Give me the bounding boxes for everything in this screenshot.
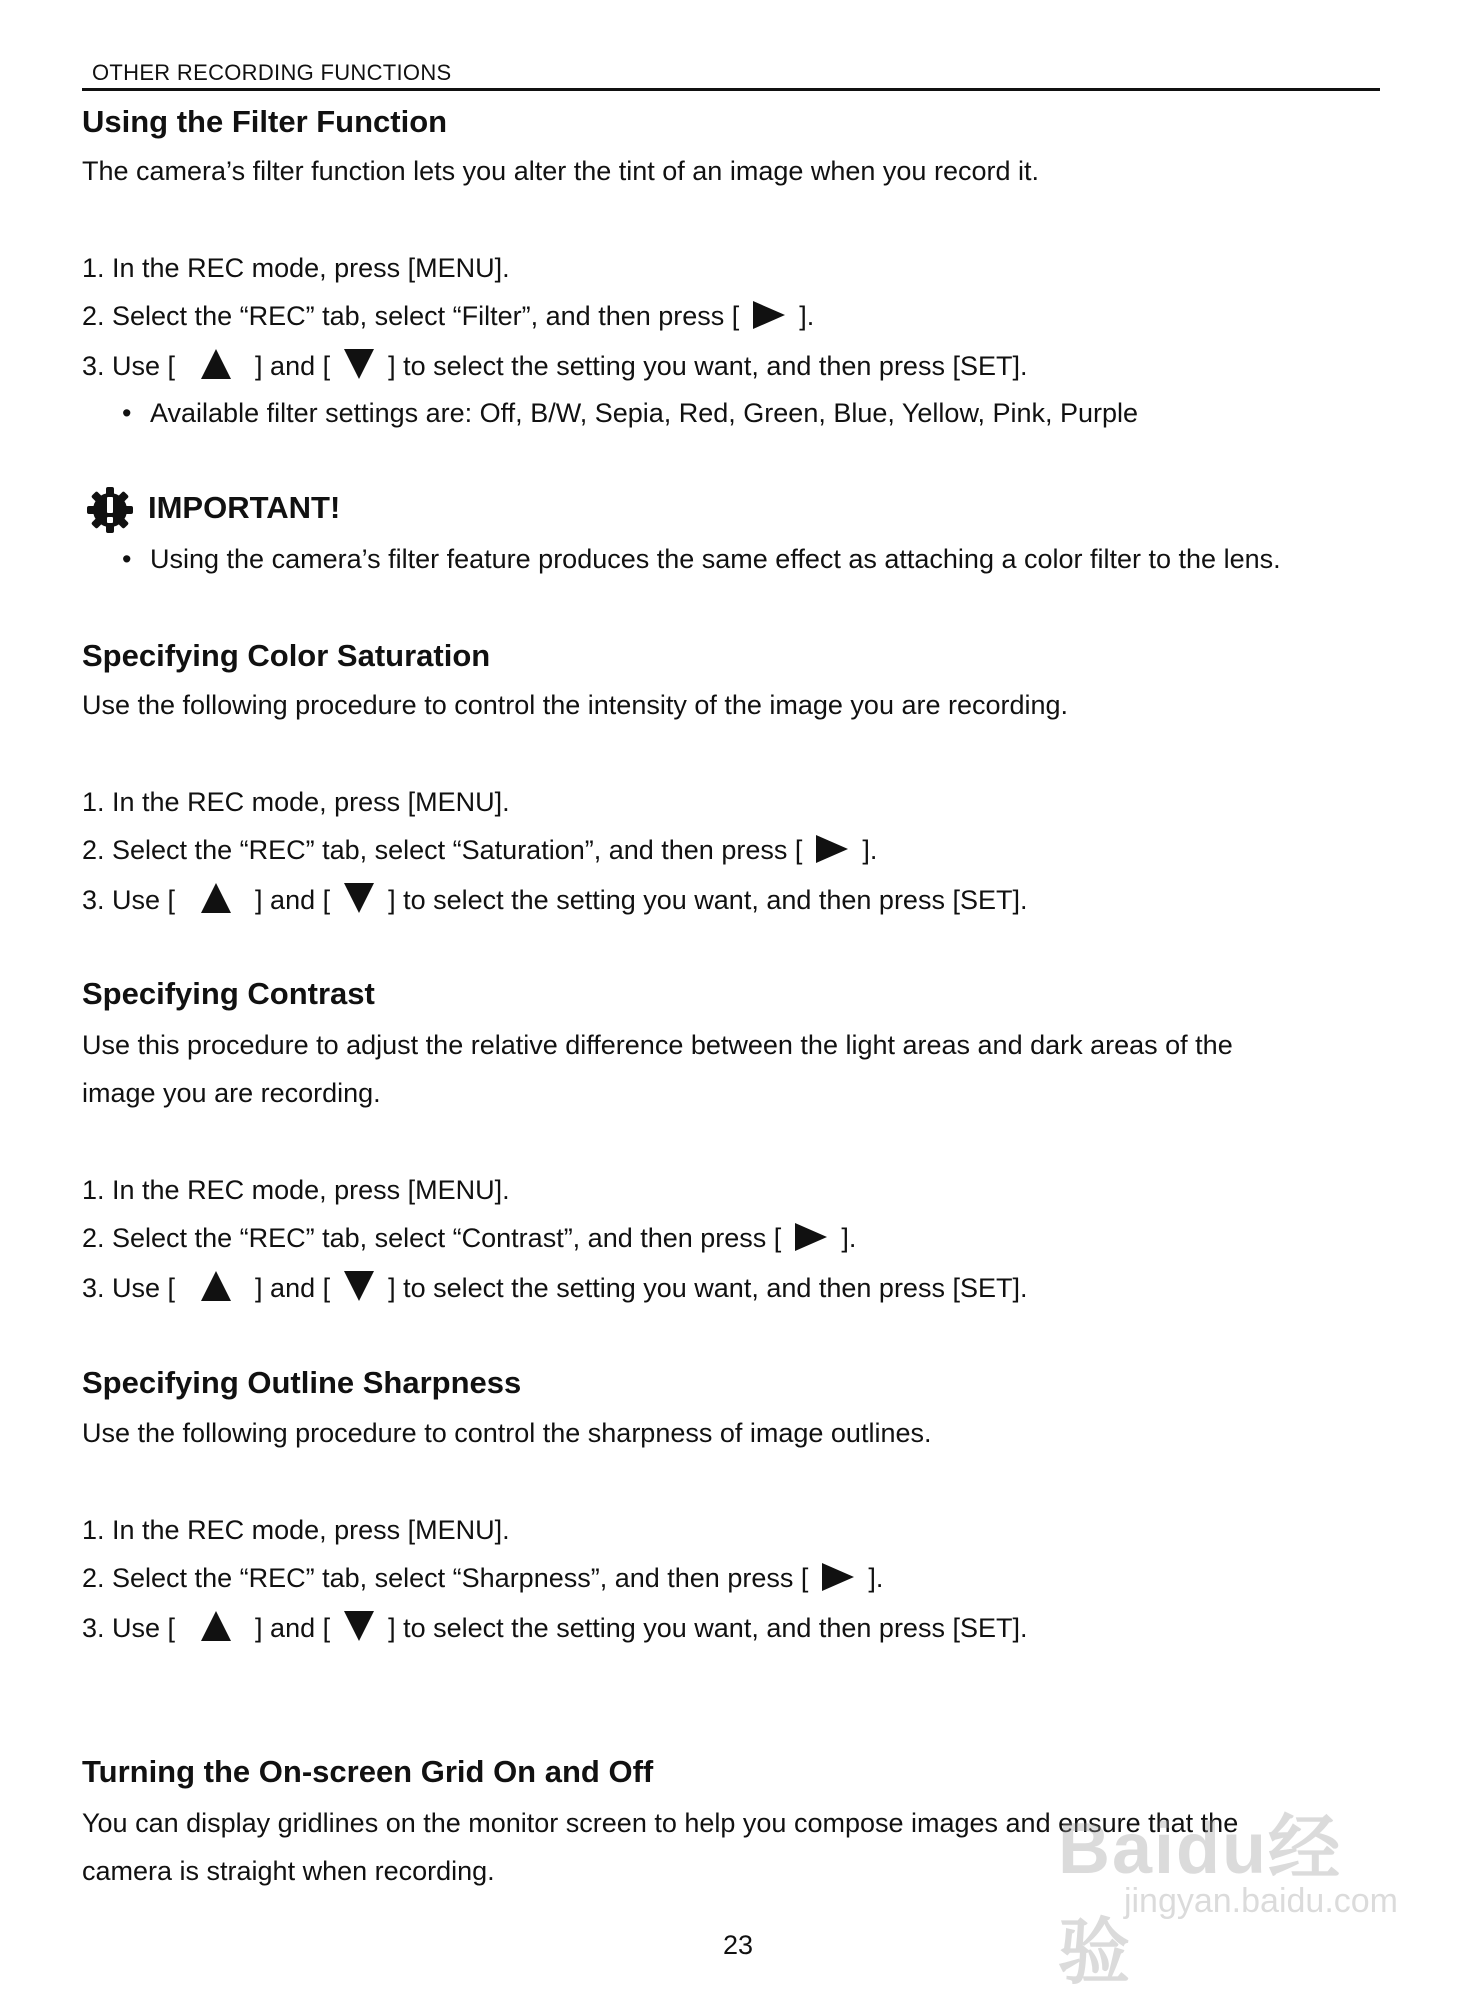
step-text: ] to select the setting you want, and then press [SET]. [388, 1273, 1028, 1303]
step-1-filter: 1. In the REC mode, press [MENU]. [82, 253, 510, 283]
step-text: ] and [ [255, 885, 331, 915]
section-intro-grid-line1: You can display gridlines on the monitor screen to help you compose images and ensure that the [82, 1808, 1239, 1838]
step-3-saturation [82, 883, 1027, 916]
up-triangle-icon [201, 883, 231, 913]
down-triangle-icon [344, 1611, 374, 1641]
step-3-filter [82, 349, 1027, 382]
section-intro-grid-line2: camera is straight when recording. [82, 1856, 495, 1886]
step-text: 2. Select the “REC” tab, select “Saturation”, and then press [ [82, 835, 803, 865]
section-title-grid: Turning the On-screen Grid On and Off [82, 1754, 654, 1789]
important-bullet: • Using the camera’s filter feature produces the same effect as attaching a color filter to the lens. [122, 544, 1281, 574]
right-triangle-icon [816, 835, 848, 863]
baidu-watermark [1058, 1790, 1398, 1993]
step-text: ]. [841, 1223, 857, 1253]
section-title-contrast: Specifying Contrast [82, 976, 375, 1011]
step-2-sharpness [82, 1563, 883, 1594]
step-1-contrast: 1. In the REC mode, press [MENU]. [82, 1175, 510, 1205]
watermark-brand: Baidu经验 [1058, 1809, 1343, 1993]
page-number: 23 [722, 1930, 754, 1960]
important-gear-icon [86, 486, 134, 539]
section-title-filter: Using the Filter Function [82, 104, 448, 139]
step-text: 2. Select the “REC” tab, select “Filter”, and then press [ [82, 301, 740, 331]
step-text: 3. Use [ [82, 1273, 176, 1303]
step-3-sharpness [82, 1611, 1027, 1644]
up-triangle-icon [201, 1271, 231, 1301]
step-1-sharpness: 1. In the REC mode, press [MENU]. [82, 1515, 510, 1545]
step-text: 3. Use [ [82, 351, 176, 381]
step-text: ] to select the setting you want, and then press [SET]. [388, 1613, 1028, 1643]
filter-settings-bullet: • Available filter settings are: Off, B/W, Sepia, Red, Green, Blue, Yellow, Pink, Purple [122, 398, 1139, 428]
right-triangle-icon [822, 1563, 854, 1591]
step-text: 2. Select the “REC” tab, select “Sharpness”, and then press [ [82, 1563, 809, 1593]
step-text: 3. Use [ [82, 885, 176, 915]
section-title-saturation: Specifying Color Saturation [82, 638, 491, 673]
right-triangle-icon [753, 301, 785, 329]
running-header: OTHER RECORDING FUNCTIONS [92, 60, 452, 85]
header-rule [82, 88, 1380, 91]
step-2-saturation [82, 835, 877, 866]
step-text: ] to select the setting you want, and then press [SET]. [388, 885, 1028, 915]
step-text: ] to select the setting you want, and then press [SET]. [388, 351, 1028, 381]
step-3-contrast [82, 1271, 1027, 1304]
step-text: ]. [799, 301, 815, 331]
section-intro-contrast-line2: image you are recording. [82, 1078, 381, 1108]
up-triangle-icon [201, 1611, 231, 1641]
right-triangle-icon [795, 1223, 827, 1251]
step-text: 3. Use [ [82, 1613, 176, 1643]
step-text: ] and [ [255, 1273, 331, 1303]
down-triangle-icon [344, 1271, 374, 1301]
watermark-url: jingyan.baidu.com [1123, 1882, 1398, 1920]
down-triangle-icon [344, 349, 374, 379]
step-2-filter [82, 301, 814, 332]
important-label: IMPORTANT! [148, 490, 341, 525]
up-triangle-icon [201, 349, 231, 379]
bullet-text: Using the camera’s filter feature produces the same effect as attaching a color filter to the lens. [150, 544, 1281, 574]
step-text: ]. [868, 1563, 884, 1593]
section-intro-sharpness: Use the following procedure to control the sharpness of image outlines. [82, 1418, 932, 1448]
step-text: ] and [ [255, 351, 331, 381]
step-text: ]. [862, 835, 878, 865]
step-2-contrast [82, 1223, 856, 1254]
section-title-sharpness: Specifying Outline Sharpness [82, 1365, 522, 1400]
step-1-saturation: 1. In the REC mode, press [MENU]. [82, 787, 510, 817]
section-intro-filter: The camera’s filter function lets you alter the tint of an image when you record it. [82, 156, 1039, 186]
bullet-text: Available filter settings are: Off, B/W, Sepia, Red, Green, Blue, Yellow, Pink, Purple [150, 398, 1139, 428]
step-text: ] and [ [255, 1613, 331, 1643]
section-intro-saturation: Use the following procedure to control the intensity of the image you are recording. [82, 690, 1069, 720]
section-intro-contrast-line1: Use this procedure to adjust the relative difference between the light areas and dark areas of the [82, 1030, 1233, 1060]
step-text: 2. Select the “REC” tab, select “Contrast”, and then press [ [82, 1223, 782, 1253]
down-triangle-icon [344, 883, 374, 913]
